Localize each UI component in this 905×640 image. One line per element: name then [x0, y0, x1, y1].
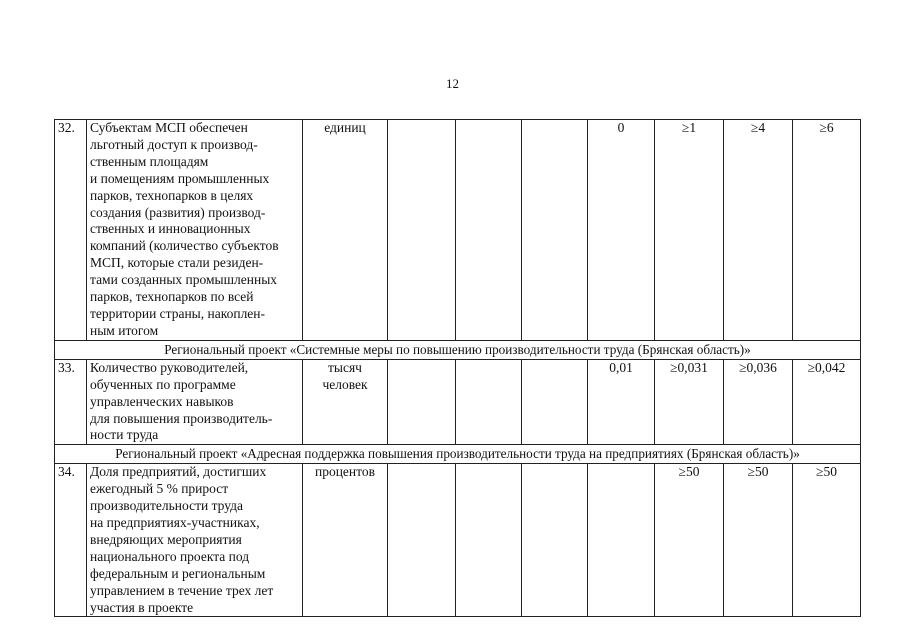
- row-number: 32.: [55, 120, 87, 341]
- value-cell: 0: [588, 120, 655, 341]
- unit-cell: тысяч человек: [303, 359, 388, 445]
- value-cell: [456, 464, 522, 617]
- value-cell: [456, 359, 522, 445]
- value-cell: ≥50: [724, 464, 793, 617]
- value-cell: [522, 464, 588, 617]
- value-cell: ≥50: [655, 464, 724, 617]
- row-number: 33.: [55, 359, 87, 445]
- value-cell: ≥4: [724, 120, 793, 341]
- unit-cell: процентов: [303, 464, 388, 617]
- unit-cell: единиц: [303, 120, 388, 341]
- value-cell: [522, 359, 588, 445]
- value-cell: ≥0,036: [724, 359, 793, 445]
- value-cell: ≥50: [793, 464, 861, 617]
- value-cell: ≥0,031: [655, 359, 724, 445]
- value-cell: [588, 464, 655, 617]
- indicator-name: Количество руководителей, обученных по программе управленческих навыков для повышения производитель- ности труда: [87, 359, 303, 445]
- value-cell: 0,01: [588, 359, 655, 445]
- section-row: [55, 340, 861, 359]
- page-number: 12: [446, 76, 459, 91]
- value-cell: ≥6: [793, 120, 861, 341]
- value-cell: [522, 120, 588, 341]
- value-cell: ≥0,042: [793, 359, 861, 445]
- value-cell: [388, 464, 456, 617]
- table-row: [55, 120, 861, 341]
- value-cell: [388, 120, 456, 341]
- indicators-table: [54, 119, 861, 617]
- indicator-name: Доля предприятий, достигших ежегодный 5 % прирост производительности труда на предприятиях-участниках, внедряющих мероприятия национального проекта под федеральным и региональным управлением в течение трех лет участия в проекте: [87, 464, 303, 617]
- table-row: [55, 464, 861, 617]
- section-title: Региональный проект «Системные меры по повышению производительности труда (Брянская область)»: [55, 340, 861, 359]
- value-cell: ≥1: [655, 120, 724, 341]
- value-cell: [456, 120, 522, 341]
- indicator-name: Субъектам МСП обеспечен льготный доступ к производ- ственным площадям и помещениям промышленных парков, технопарков в целях создания (развития) производ- ственных и инновационных компаний (количество субъектов МСП, которые стали резиден- тами созданных промышленных парков, технопарков по всей территории страны, накоплен- ным итогом: [87, 120, 303, 341]
- row-number: 34.: [55, 464, 87, 617]
- section-row: [55, 445, 861, 464]
- table-row: [55, 359, 861, 445]
- section-title: Региональный проект «Адресная поддержка повышения производительности труда на предприятиях (Брянская область)»: [55, 445, 861, 464]
- value-cell: [388, 359, 456, 445]
